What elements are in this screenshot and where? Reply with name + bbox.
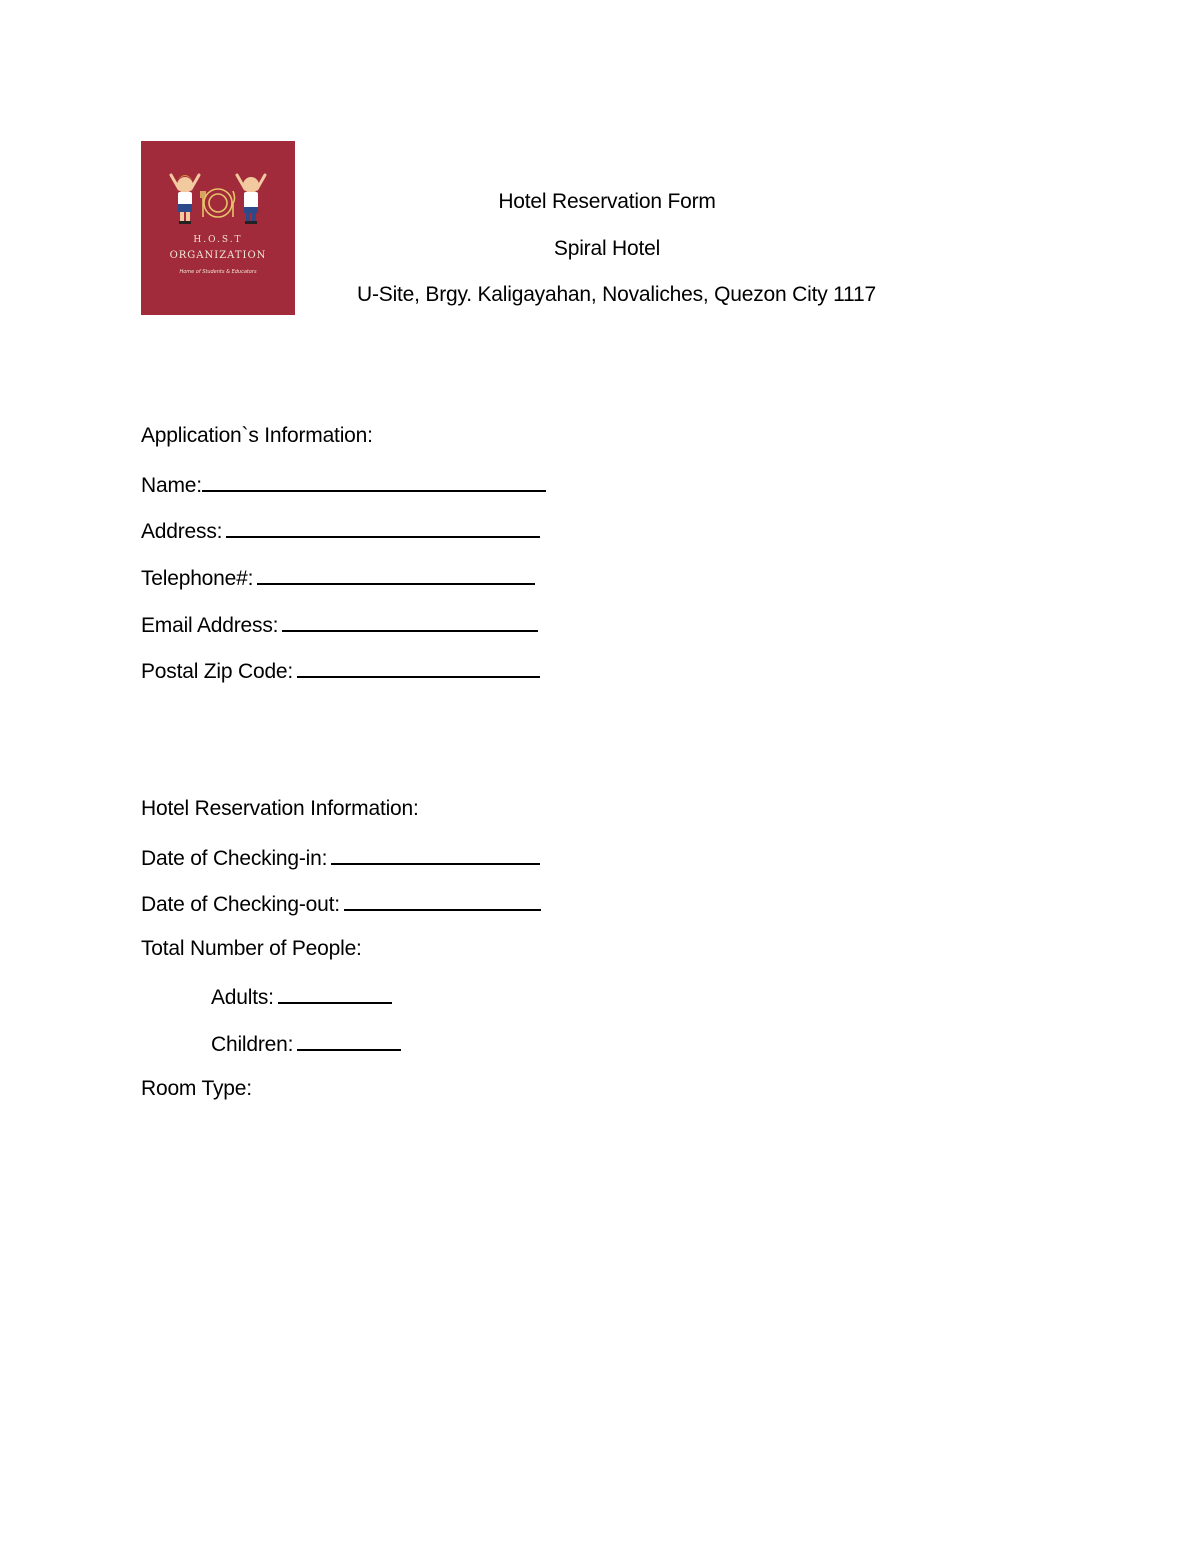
zip-blank-line[interactable] bbox=[297, 656, 540, 678]
address-field-row bbox=[141, 516, 540, 545]
hotel-name: Spiral Hotel bbox=[553, 237, 661, 260]
reservation-section-heading: Hotel Reservation Information: bbox=[141, 797, 419, 820]
address-blank-line[interactable] bbox=[226, 516, 540, 538]
name-field-row bbox=[141, 470, 546, 499]
zip-label: Postal Zip Code: bbox=[141, 660, 294, 683]
adults-label: Adults: bbox=[211, 986, 274, 1009]
checkout-blank-line[interactable] bbox=[344, 889, 541, 911]
svg-text:ORGANIZATION: ORGANIZATION bbox=[169, 250, 267, 261]
zip-field-row bbox=[141, 656, 540, 685]
name-label: Name: bbox=[141, 474, 202, 497]
address-label: Address: bbox=[141, 520, 223, 543]
adults-field-row bbox=[211, 982, 392, 1011]
total-people-row: Total Number of People: bbox=[141, 937, 362, 960]
name-blank-line[interactable] bbox=[202, 470, 546, 492]
email-field-row bbox=[141, 610, 538, 639]
telephone-field-row bbox=[141, 563, 535, 592]
checkin-blank-line[interactable] bbox=[331, 843, 540, 865]
checkin-label: Date of Checking-in: bbox=[141, 847, 328, 870]
room-type-row: Room Type: bbox=[141, 1077, 252, 1100]
email-label: Email Address: bbox=[141, 614, 279, 637]
checkout-field-row bbox=[141, 889, 541, 918]
children-label: Children: bbox=[211, 1033, 294, 1056]
telephone-label: Telephone#: bbox=[141, 567, 254, 590]
svg-text:H.O.S.T: H.O.S.T bbox=[193, 235, 243, 245]
applicant-section-heading: Application`s Information: bbox=[141, 424, 373, 447]
children-blank-line[interactable] bbox=[297, 1029, 401, 1051]
adults-blank-line[interactable] bbox=[278, 982, 392, 1004]
organization-logo bbox=[141, 141, 295, 315]
form-title: Hotel Reservation Form bbox=[498, 190, 716, 213]
children-field-row bbox=[211, 1029, 401, 1058]
hotel-address: U-Site, Brgy. Kaligayahan, Novaliches, Quezon City 1117 bbox=[357, 283, 876, 306]
checkin-field-row bbox=[141, 843, 540, 872]
checkout-label: Date of Checking-out: bbox=[141, 893, 340, 916]
telephone-blank-line[interactable] bbox=[257, 563, 535, 585]
email-blank-line[interactable] bbox=[282, 610, 538, 632]
hotel-logo-icon bbox=[141, 141, 295, 315]
svg-text:Home of Students & Educators: Home of Students & Educators bbox=[179, 269, 257, 275]
